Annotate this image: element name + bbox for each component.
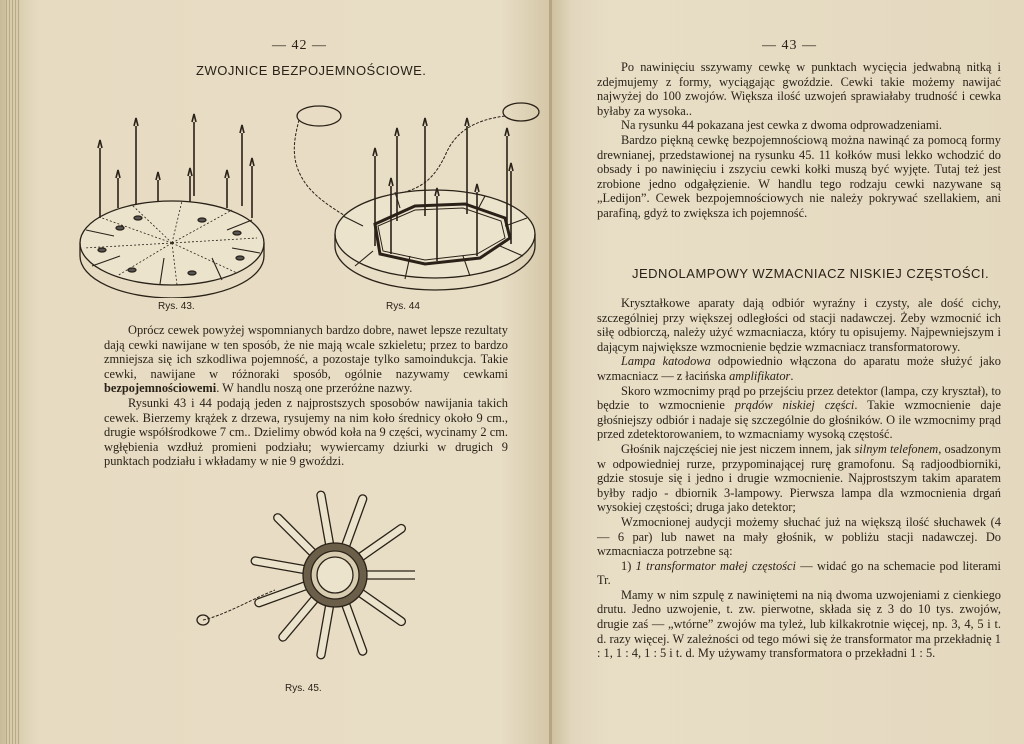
figure-44 xyxy=(285,96,550,300)
left-body-text xyxy=(104,323,508,469)
right-q2-b: . xyxy=(790,368,794,383)
right-q4-a: Głośnik najczęściej nie jest niczem innem, jak xyxy=(621,441,855,456)
page-number-left: — 42 — xyxy=(272,38,327,53)
right-q1: Kryształkowe aparaty dają odbiór wyraźny i czysty, ale dość cichy, szczególniej przy większej odległości od stacji nadawczej. Żeby wzmocnić ich siłę odbiorczą, należy użyć wzmacniacza, który tu opisujemy. Najpewniejszym i dającym największe wzmocnienie będzie wzmacniacz transformatorowy. xyxy=(597,296,1001,354)
right-body-top xyxy=(597,60,1001,221)
section-heading-right: JEDNOLAMPOWY WZMACNIACZ NISKIEJ CZĘSTOŚCI. xyxy=(632,266,990,281)
right-para3: Bardzo piękną cewkę bezpojemnościową można nawinąć za pomocą formy drewnianej, przedstawionej na rysunku 45. 11 kołków musi lekko wchodzić do obsady i po nawinięciu i zszyciu cewki kołki muszą być wyjęte. Tutaj też jest zrobione jedno odgałęzienie. W handlu tego rodzaju cewki nazywane są „Ledijon”. Cewek bezpojemnościowych nie należy pokrywać szellakiem, ani parafiną, gdyż to zwiększa ich pojemność. xyxy=(597,132,1001,220)
right-q3-b: . Takie wzmocnienie daje głośniejszy odbiór i nadaje się szczególnie do głośników. O ile wzmocnimy prąd przed zdetektorowaniem, to wzmacniamy wysoką częstość. xyxy=(597,398,1001,442)
term-transformator: 1 transformator małej częstości xyxy=(635,558,796,573)
caption-rys-44: Rys. 44 xyxy=(386,301,420,312)
section-heading-left: ZWOJNICE BEZPOJEMNOŚCIOWE. xyxy=(196,63,427,78)
right-page xyxy=(552,0,1024,744)
right-q6-a: 1) xyxy=(621,558,636,573)
caption-rys-43: Rys. 43. xyxy=(158,301,195,312)
right-q5: Wzmocnionej audycji możemy słuchać już na większą ilość słuchawek (4 — 6 par) lub nawet na mały głośnik, w pobliżu stacji nadawczej. Do wzmacniacza potrzebne są: xyxy=(597,514,1001,559)
right-q4-b: , osadzonym w odpowiedniej rurze, przypominającej rurę gramofonu. Są radjoodbiorniki, gdzie stosuje się i jedno i drugie wzmocnienie. Najprostszym takim aparatem byłby radjo - dbiornik 3-lampowy. Pierwsza lampa dla wzmocnienia drgań wysokiej częstości; druga jako detektor; xyxy=(597,441,1001,515)
para1-bold-term: bezpojemnościowemi xyxy=(104,381,217,396)
term-silnym-telefonem: silnym telefonem xyxy=(854,441,939,456)
page-edges xyxy=(6,0,20,744)
para2: Rysunki 43 i 44 podają jeden z najprostszych sposobów nawijania takich cewek. Bierzemy krążek z drzewa, rysujemy na nim koło średnicy około 9 cm., drugie współśrodkowe 7 cm.. Dzielimy obwód koła na 9 części, wycinamy 2 cm. wgłębienia wzdłuż promieni podziału; wywiercamy dziurki w drugich 9 punktach podziału i wkładamy w nie 9 gwoździ. xyxy=(104,395,508,469)
para1-text-a: Oprócz cewek powyżej wspomnianych bardzo dobre, nawet lepsze rezultaty dają cewki nawijane w ten sposób, że nie mają wcale szkieletu; przez to bardzo zmniejsza się ich szkodliwa pojemność, a pozostaje tylko samoindukcja. Takie cewki, nawijane w różnoraki sposób, ogólnie nazywamy cewkami xyxy=(104,323,508,381)
figure-45 xyxy=(195,490,415,690)
right-q3-a: Skoro wzmocnimy prąd po przejściu przez detektor (lampa, czy kryształ), to będzie to wzmocnienie xyxy=(597,383,1001,413)
right-body-main xyxy=(597,296,1001,661)
right-q2-a: odpowiednio włączona do aparatu może służyć jako wzmacniacz — z łacińska xyxy=(597,354,1001,383)
para1-text-b: . W handlu noszą one przeróżne nazwy. xyxy=(216,381,413,396)
page-number-right: — 43 — xyxy=(762,38,817,53)
right-q7: Mamy w nim szpulę z nawiniętemi na nią dwoma uzwojeniami z cienkiego drutu. Jedno uzwojenie, t. zw. pierwotne, składa się z 3 do 10 tys. zwojów, drugie zaś — „wtórne” zwojów ma tyleż, lub kilkakrotnie więcej, np. 3, 4, 5 i t. d. razy więcej. W zależności od tego mówi się że transformator ma przekładnię 1 : 1, 1 : 4, 1 : 5 i t. d. My używamy transformatora o przekładni 1 : 5. xyxy=(597,587,1001,661)
right-para2: Na rysunku 44 pokazana jest cewka z dwoma odprowadzeniami. xyxy=(621,118,943,133)
caption-rys-45: Rys. 45. xyxy=(285,683,322,694)
term-amplifikator: amplifikator xyxy=(729,368,791,383)
term-pradow-niskiej: prądów niskiej części xyxy=(734,398,855,413)
figure-43 xyxy=(72,108,282,298)
term-lampa-katodowa: Lampa katodowa xyxy=(621,354,711,369)
right-q6-b: — widać go na schemacie pod literami Tr. xyxy=(597,558,1002,588)
right-para1: Po nawinięciu sszywamy cewkę w punktach wycięcia jedwabną nitką i zdejmujemy z formy, wyciągając gwoździe. Cewki takie możemy nawijać najwyżej do 100 zwojów. Większa ilość uzwojeń sprawiałaby trudność i cewka byłaby za wysoka.. xyxy=(597,60,1001,118)
